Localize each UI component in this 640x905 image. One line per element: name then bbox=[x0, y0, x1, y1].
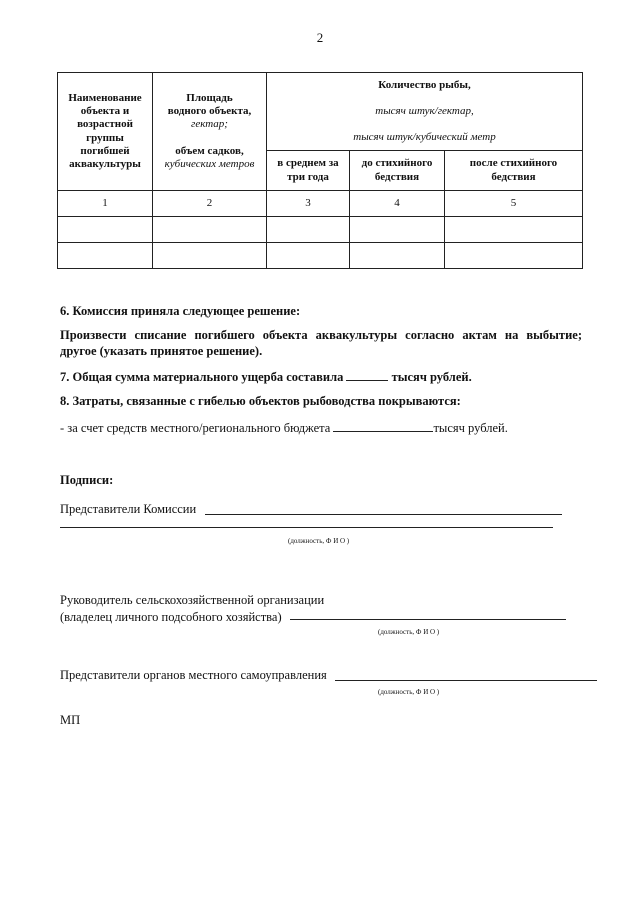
column-number-row bbox=[58, 191, 583, 217]
subheader-average-line: в среднем за bbox=[277, 157, 339, 170]
subheader-average bbox=[267, 151, 350, 191]
signature-caption: (должность, Ф И О ) bbox=[378, 688, 440, 696]
header-name-line: возрастной bbox=[77, 118, 133, 131]
signature-commission-line-2[interactable] bbox=[60, 527, 553, 528]
signature-caption: (должность, Ф И О ) bbox=[378, 628, 440, 636]
table-row bbox=[58, 217, 583, 243]
section-7-label: 7. Общая сумма материального ущерба составила bbox=[60, 370, 344, 384]
table-cell[interactable] bbox=[153, 243, 267, 269]
signature-caption: (должность, Ф И О ) bbox=[288, 537, 350, 545]
header-name-line: группы bbox=[86, 131, 124, 144]
table-cell[interactable] bbox=[350, 243, 445, 269]
section-7 bbox=[60, 368, 582, 385]
table-cell[interactable] bbox=[58, 217, 153, 243]
header-cages-unit: кубических метров bbox=[164, 157, 255, 170]
aquaculture-table bbox=[57, 72, 583, 269]
header-name-line: Наименование bbox=[68, 91, 142, 104]
subheader-before-line: бедствия bbox=[374, 170, 420, 183]
column-number: 2 bbox=[153, 191, 267, 217]
section-8-item-unit: тысяч рублей. bbox=[433, 421, 508, 435]
header-fish-cell bbox=[267, 73, 583, 151]
signature-head-line[interactable] bbox=[290, 619, 566, 620]
section-8-title: 8. Затраты, связанные с гибелью объектов рыбоводства покрываются: bbox=[60, 394, 461, 408]
signature-commission-label: Представители Комиссии bbox=[60, 502, 197, 516]
header-fish-title: Количество рыбы, bbox=[378, 78, 471, 91]
column-number: 1 bbox=[58, 191, 153, 217]
signature-head-label: Руководитель сельскохозяйственной организации bbox=[60, 593, 325, 607]
subheader-average-line: три года bbox=[287, 170, 329, 183]
section-6-title: 6. Комиссия приняла следующее решение: bbox=[60, 304, 301, 318]
section-8-item bbox=[60, 419, 582, 436]
table-cell[interactable] bbox=[58, 243, 153, 269]
header-area-line: Площадь bbox=[186, 91, 233, 104]
header-area-line: водного объекта, bbox=[167, 105, 252, 118]
column-number: 5 bbox=[445, 191, 583, 217]
subheader-after-line: бедствия bbox=[491, 170, 536, 183]
table-cell[interactable] bbox=[445, 217, 583, 243]
header-cages-line: объем садков, bbox=[175, 144, 244, 157]
signature-local-gov-line[interactable] bbox=[335, 680, 597, 681]
page-number: 2 bbox=[316, 30, 324, 45]
section-8-item-label: - за счет средств местного/регионального бюджета bbox=[60, 421, 331, 435]
section-6-text: Произвести списание погибшего объекта аквакультуры согласно актам на выбытие; другое (указать принятое решение). bbox=[60, 328, 582, 358]
table-cell[interactable] bbox=[445, 243, 583, 269]
header-area-unit: гектар; bbox=[191, 118, 228, 131]
subheader-before bbox=[350, 151, 445, 191]
column-number: 3 bbox=[267, 191, 350, 217]
table-cell[interactable] bbox=[267, 243, 350, 269]
signature-commission-line[interactable] bbox=[205, 514, 562, 515]
header-fish-unit2: тысяч штук/кубический метр bbox=[353, 131, 496, 144]
header-name-line: аквакультуры bbox=[69, 157, 141, 170]
table-cell[interactable] bbox=[153, 217, 267, 243]
header-area-cell bbox=[153, 73, 267, 191]
signature-local-gov-label: Представители органов местного самоуправления bbox=[60, 668, 327, 682]
subheader-before-line: до стихийного bbox=[361, 157, 433, 170]
signature-head-label-2: (владелец личного подсобного хозяйства) bbox=[60, 610, 282, 624]
stamp-placeholder: МП bbox=[60, 713, 81, 727]
table-cell[interactable] bbox=[267, 217, 350, 243]
table-cell[interactable] bbox=[350, 217, 445, 243]
header-name-cell bbox=[58, 73, 153, 191]
header-fish-unit1: тысяч штук/гектар, bbox=[375, 104, 474, 117]
budget-amount-field[interactable] bbox=[333, 419, 433, 432]
damage-amount-field[interactable] bbox=[346, 368, 388, 381]
section-7-unit: тысяч рублей. bbox=[391, 370, 472, 384]
subheader-after-line: после стихийного bbox=[469, 157, 558, 170]
header-name-line: объекта и bbox=[80, 105, 130, 118]
column-number: 4 bbox=[350, 191, 445, 217]
subheader-after bbox=[445, 151, 583, 191]
header-name-line: погибшей bbox=[80, 144, 130, 157]
table-row bbox=[58, 243, 583, 269]
signatures-title: Подписи: bbox=[60, 473, 114, 487]
